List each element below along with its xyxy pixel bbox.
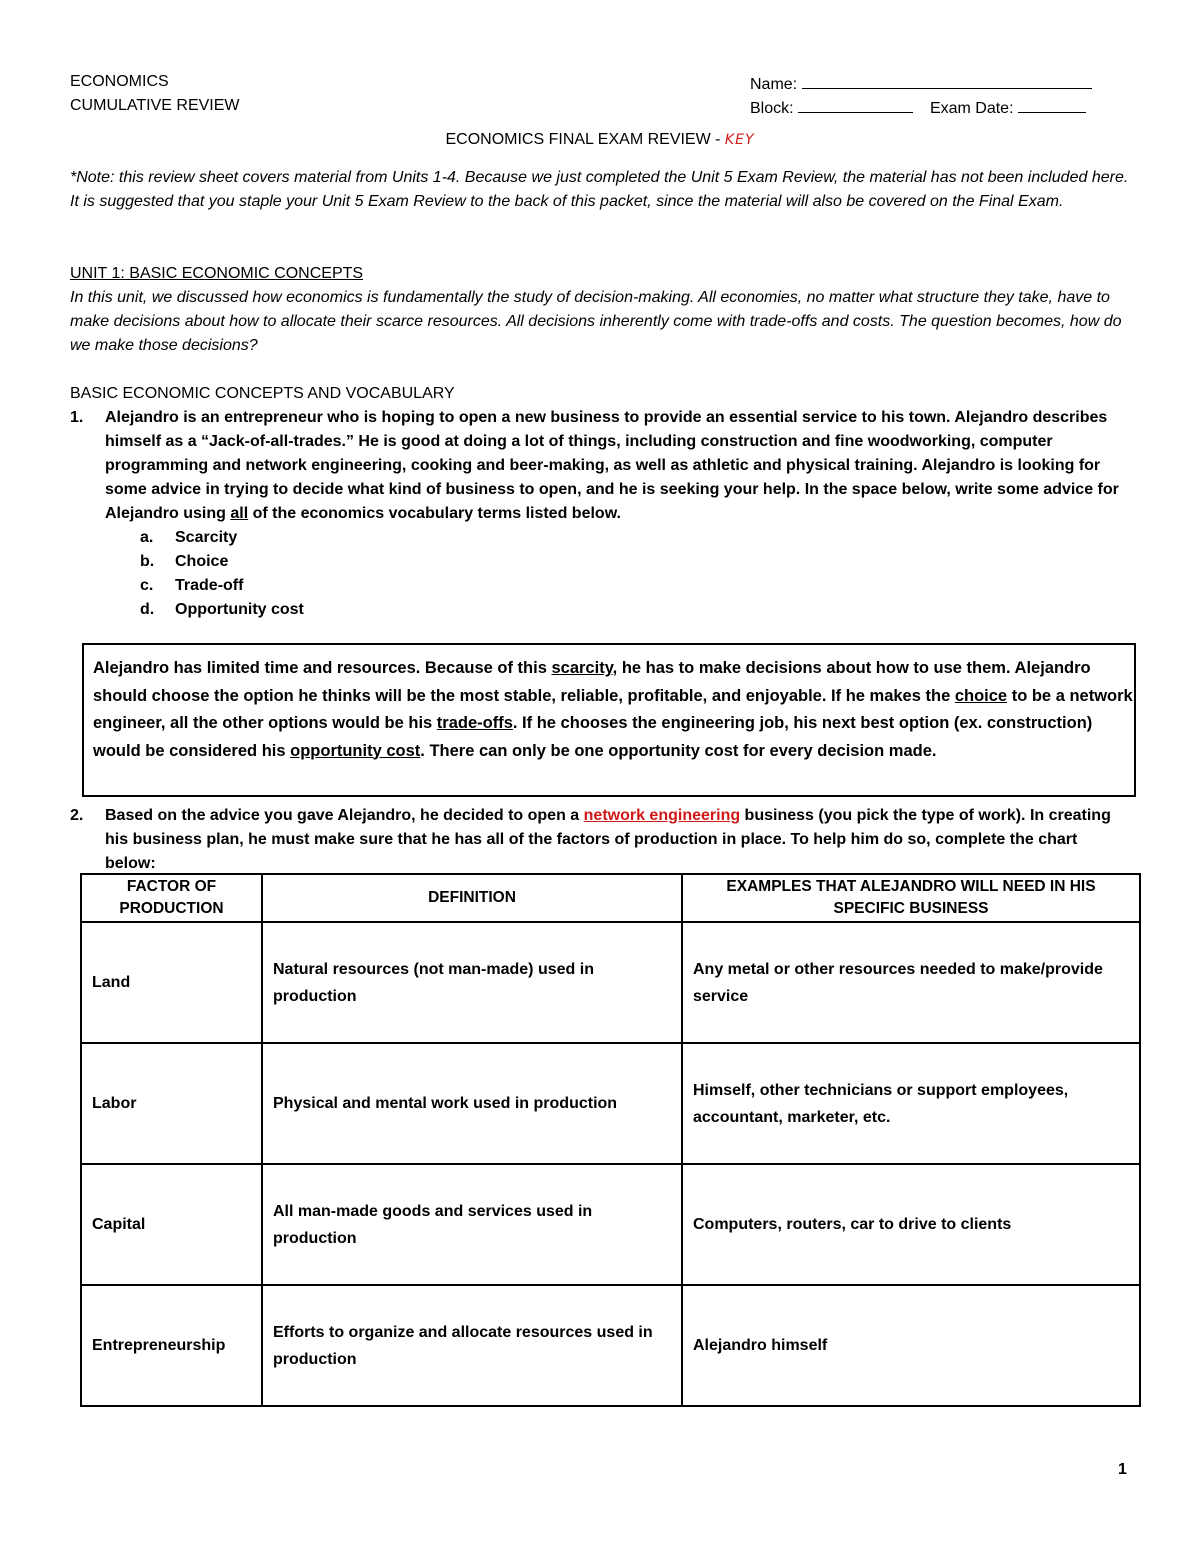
table-row bbox=[81, 1164, 1140, 1285]
review-note: *Note: this review sheet covers material from Units 1-4. Because we just completed the Unit 5 Exam Review, the material has not been included here. It is suggested that you staple your Unit 5 Exam Review to the back of this packet, since the material will also be covered on the Final Exam. bbox=[70, 169, 1129, 210]
question-1-emphasis-all: all bbox=[230, 505, 249, 522]
question-2 bbox=[70, 804, 1130, 876]
vocab-term: Opportunity cost bbox=[175, 601, 304, 618]
subject-label: ECONOMICS bbox=[70, 73, 169, 90]
name-blank bbox=[802, 70, 1092, 89]
vocab-term: Trade-off bbox=[175, 577, 244, 594]
question-1-text-before: Alejandro is an entrepreneur who is hoping to open a new business to provide an essential service to his town. Alejandro describes himself as a “Jack-of-all-trades.” He is good at doing a lot of things, including construction and fine woodworking, computer programming and network engineering, cooking and beer-making, as well as athletic and physical training. Alejandro is looking for some advice in trying to decide what kind of business to open, and he is seeking your help. In the space below, write some advice for Alejandro using bbox=[105, 409, 1119, 522]
question-2-text-after: business (you pick the type of work). In creating his business plan, he must make sure that he has all of the factors of production in place. To help him do so, complete the chart below: bbox=[105, 807, 1111, 872]
exam-date-blank bbox=[1018, 94, 1086, 113]
answer-term-choice: choice bbox=[954, 686, 1008, 705]
answer-term-scarcity: scarcity bbox=[551, 659, 613, 677]
key-stamp: KEY bbox=[724, 132, 755, 148]
vocab-term: Choice bbox=[175, 553, 229, 570]
unit1-intro: In this unit, we discussed how economics is fundamentally the study of decision-making. All economies, no matter what structure they take, have to make decisions about how to allocate their scarce resources. All decisions inherently come with trade-offs and costs. The question becomes, how do we make those decisions? bbox=[70, 289, 1122, 354]
answer-part: to be a network engineer, all the other options would be his bbox=[93, 686, 1133, 732]
example-cell: Computers, routers, car to drive to clients bbox=[682, 1164, 1140, 1285]
vocab-letter: b. bbox=[140, 553, 155, 570]
table-header: DEFINITION bbox=[262, 874, 682, 922]
section-heading: BASIC ECONOMIC CONCEPTS AND VOCABULARY bbox=[70, 385, 455, 402]
page-number: 1 bbox=[1118, 1461, 1127, 1478]
table-row bbox=[81, 922, 1140, 1043]
table-row bbox=[81, 1043, 1140, 1164]
answer-part: . If he chooses the engineering job, his next best option (ex. construction) would be considered his bbox=[93, 714, 1093, 760]
definition-cell: Physical and mental work used in production bbox=[262, 1043, 682, 1164]
block-label: Block: bbox=[750, 100, 794, 117]
factor-cell: Capital bbox=[81, 1164, 262, 1285]
vocab-item bbox=[140, 574, 243, 598]
question-2-text bbox=[105, 804, 1130, 876]
answer-part: Alejandro has limited time and resources. Because of this bbox=[93, 659, 552, 677]
factor-cell: Entrepreneurship bbox=[81, 1285, 262, 1406]
question-1-text-after: of the economics vocabulary terms listed below. bbox=[248, 505, 621, 522]
name-label: Name: bbox=[750, 76, 798, 93]
page-title bbox=[0, 131, 1200, 149]
question-1-number: 1. bbox=[70, 409, 84, 426]
question-2-text-before: Based on the advice you gave Alejandro, he decided to open a bbox=[105, 807, 584, 824]
example-cell: Himself, other technicians or support employees, accountant, marketer, etc. bbox=[682, 1043, 1140, 1164]
title-main: ECONOMICS FINAL EXAM REVIEW - bbox=[445, 131, 725, 148]
unit1-heading: UNIT 1: BASIC ECONOMIC CONCEPTS bbox=[70, 265, 364, 282]
vocab-item bbox=[140, 598, 304, 622]
table-header: EXAMPLES THAT ALEJANDRO WILL NEED IN HIS SPECIFIC BUSINESS bbox=[682, 874, 1140, 922]
vocab-letter: d. bbox=[140, 601, 155, 618]
answer-box bbox=[82, 643, 1136, 797]
question-1 bbox=[70, 406, 1130, 526]
table-header-row bbox=[81, 874, 1140, 922]
factor-cell: Labor bbox=[81, 1043, 262, 1164]
vocab-letter: c. bbox=[140, 577, 154, 594]
vocab-term: Scarcity bbox=[175, 529, 238, 546]
answer-part: , he has to make decisions about how to use them. Alejandro should choose the option he thinks will be the most stable, reliable, profitable, and enjoyable. If he makes the bbox=[93, 659, 1091, 705]
definition-cell: All man-made goods and services used in production bbox=[262, 1164, 682, 1285]
table-header: FACTOR OF PRODUCTION bbox=[81, 874, 262, 922]
exam-date-label: Exam Date: bbox=[929, 100, 1014, 117]
question-2-business-type: network engineering bbox=[583, 807, 741, 824]
answer-text bbox=[93, 655, 1133, 765]
table-row bbox=[81, 1285, 1140, 1406]
example-cell: Any metal or other resources needed to make/provide service bbox=[682, 922, 1140, 1043]
factors-of-production-table bbox=[80, 873, 1141, 1407]
block-field bbox=[750, 94, 1086, 121]
answer-term-trade-offs: trade-offs bbox=[436, 714, 513, 732]
vocab-item bbox=[140, 526, 237, 550]
subtitle-label: CUMULATIVE REVIEW bbox=[70, 97, 240, 114]
definition-cell: Efforts to organize and allocate resources used in production bbox=[262, 1285, 682, 1406]
answer-part: . There can only be one opportunity cost for every decision made. bbox=[420, 741, 937, 760]
vocab-letter: a. bbox=[140, 529, 154, 546]
answer-term-opportunity-cost: opportunity cost bbox=[290, 741, 421, 760]
example-cell: Alejandro himself bbox=[682, 1285, 1140, 1406]
name-field bbox=[750, 70, 1092, 97]
question-1-text bbox=[105, 406, 1130, 526]
definition-cell: Natural resources (not man-made) used in production bbox=[262, 922, 682, 1043]
factor-cell: Land bbox=[81, 922, 262, 1043]
vocab-item bbox=[140, 550, 228, 574]
question-2-number: 2. bbox=[70, 807, 84, 824]
block-blank bbox=[798, 94, 913, 113]
